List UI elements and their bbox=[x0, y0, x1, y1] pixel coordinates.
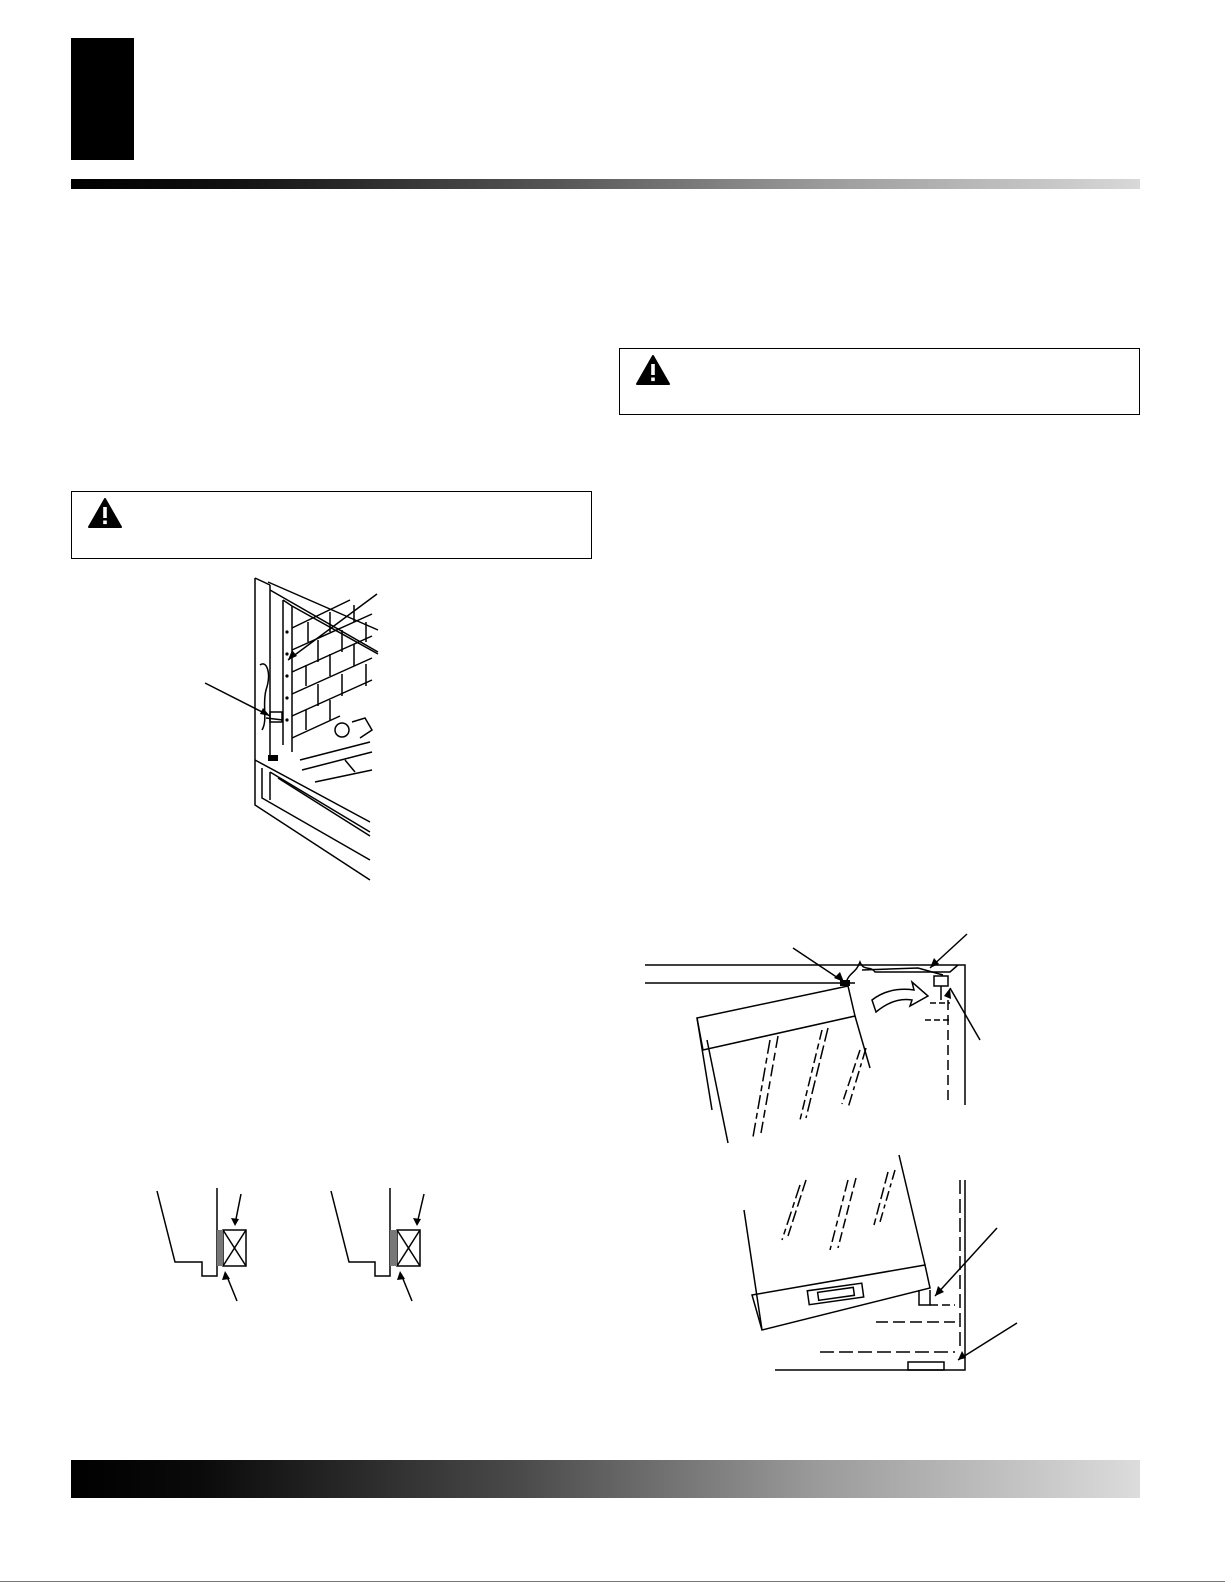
footer-rule bbox=[0, 1581, 1225, 1582]
footer-gradient-band bbox=[71, 1460, 1140, 1498]
